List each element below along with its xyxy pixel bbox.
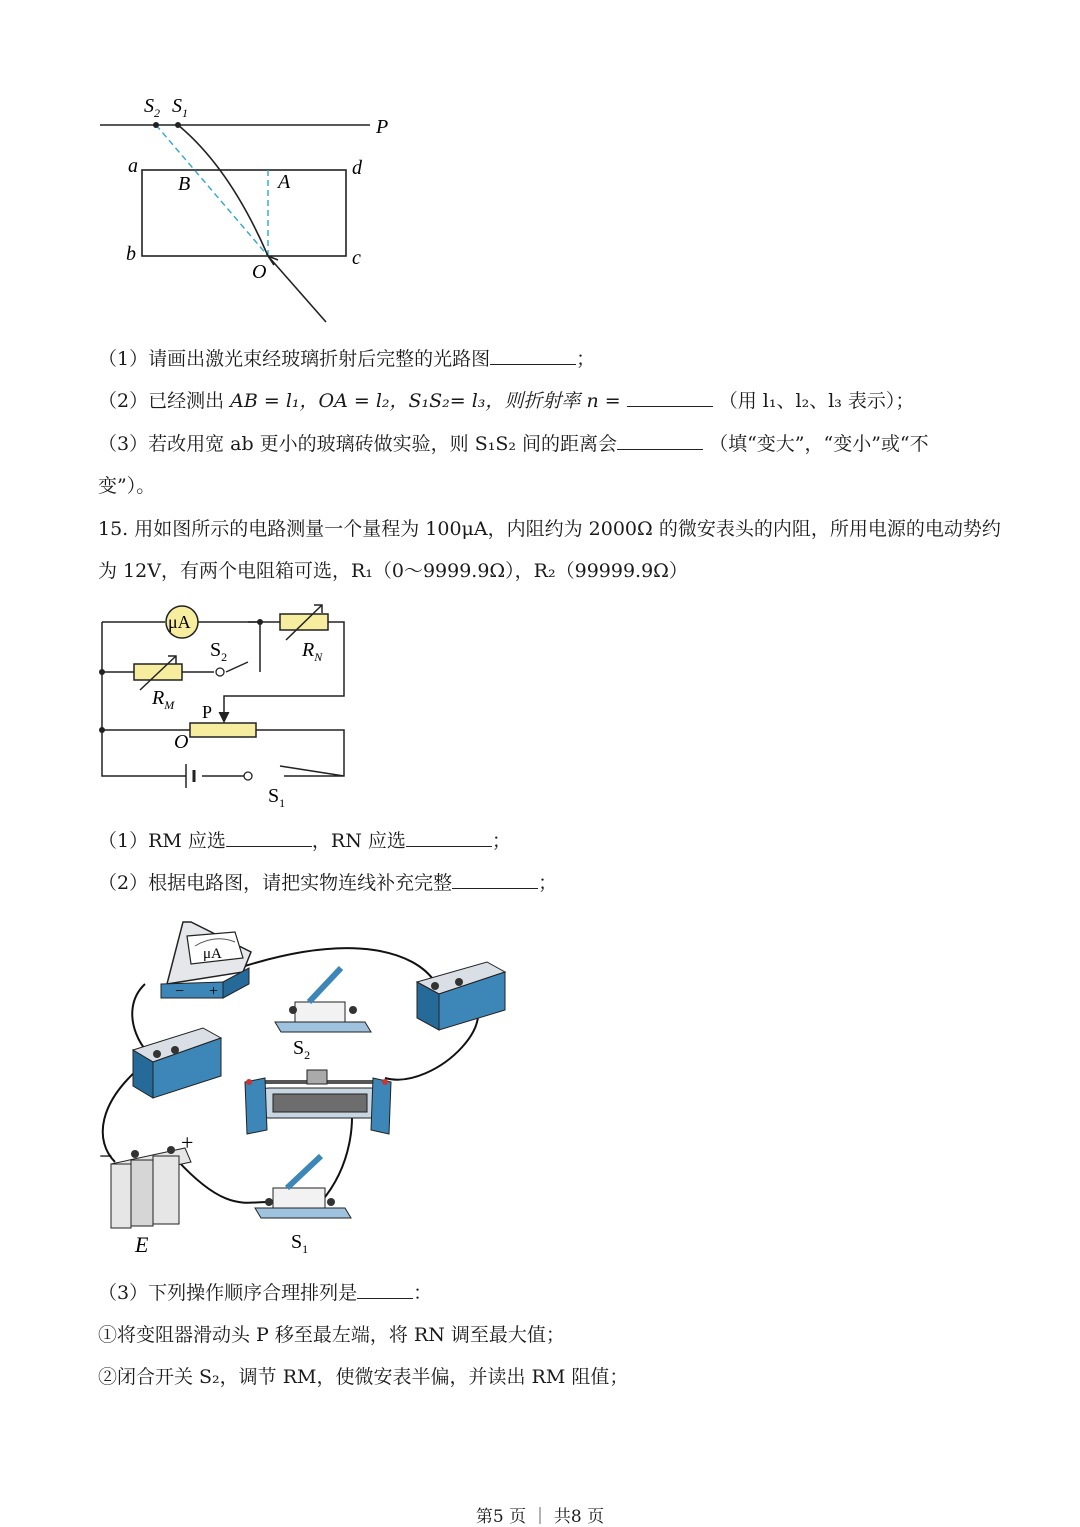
laser-path bbox=[178, 125, 326, 322]
svg-text:S1: $S_1$ bbox=[268, 785, 286, 810]
svg-text:+: + bbox=[181, 1130, 194, 1155]
svg-text:−: − bbox=[99, 1144, 113, 1170]
q15-intro-1: 15. 用如图所示的电路测量一个量程为 100μA，内阻约为 2000Ω 的微安表头的内阻，所用电源的电动势约 bbox=[98, 518, 1001, 540]
answer-blank[interactable] bbox=[617, 431, 703, 450]
switch-s2 bbox=[275, 968, 371, 1062]
svg-text:S1: $S_1$ bbox=[172, 95, 188, 120]
q15-step2: ②闭合开关 S₂，调节 RM，使微安表半偏，并读出 RM 阻值； bbox=[98, 1366, 629, 1388]
point-s2 bbox=[153, 122, 159, 128]
point-s1 bbox=[175, 122, 181, 128]
svg-text:RN: $R_N$ bbox=[302, 639, 323, 664]
svg-text:d: d bbox=[352, 157, 362, 179]
answer-blank[interactable] bbox=[452, 870, 538, 889]
optics-figure bbox=[90, 88, 410, 328]
svg-text:P: P bbox=[202, 702, 213, 722]
svg-text:E: E bbox=[135, 1232, 149, 1257]
rheostat bbox=[190, 723, 256, 737]
q14-part3: （3）若改用宽 ab 更小的玻璃砖做实验，则 S₁S₂ 间的距离会 （填“变大”，“变小”或“不 bbox=[98, 433, 929, 455]
svg-text:c: c bbox=[352, 247, 361, 269]
apparatus-figure bbox=[95, 912, 525, 1262]
dashed-s2-o bbox=[156, 125, 268, 256]
svg-text:μA: μA bbox=[168, 612, 191, 632]
rheostat-photo bbox=[245, 1070, 391, 1134]
svg-text:+: + bbox=[209, 983, 219, 1000]
svg-text:O: O bbox=[174, 731, 189, 753]
svg-text:a: a bbox=[128, 155, 138, 177]
svg-text:b: b bbox=[126, 243, 136, 265]
svg-text:P: P bbox=[376, 116, 389, 138]
q14-part3-cont: 变”）。 bbox=[98, 475, 156, 497]
svg-text:S1: $S_1$ bbox=[291, 1231, 309, 1256]
svg-text:A: A bbox=[278, 171, 291, 193]
answer-blank[interactable] bbox=[406, 828, 492, 847]
q15-intro-2: 为 12V，有两个电阻箱可选，R₁（0～9999.9Ω），R₂（99999.9Ω） bbox=[98, 560, 688, 582]
switch-s1 bbox=[255, 1156, 351, 1256]
q15-sub3: （3）下列操作顺序合理排列是 ： bbox=[98, 1282, 433, 1304]
resistance-box-left bbox=[133, 1028, 221, 1098]
answer-blank[interactable] bbox=[490, 346, 576, 365]
q14-part1: （1）请画出激光束经玻璃折射后完整的光路图 ； bbox=[98, 348, 596, 370]
battery-e bbox=[99, 1130, 193, 1257]
q15-sub1: （1）RM 应选 ，RN 应选 ； bbox=[98, 830, 511, 852]
page-footer: 第5 页 ｜ 共8 页 bbox=[475, 1507, 605, 1527]
svg-text:O: O bbox=[252, 261, 267, 283]
svg-text:B: B bbox=[178, 173, 191, 195]
q14-part2: （2）已经测出 AB = l₁，OA = l₂，S₁S₂= l₃，则折射率 n = （用 l₁、l₂、l₃ 表示）； bbox=[98, 390, 915, 412]
q15-step1: ①将变阻器滑动头 P 移至最左端，将 RN 调至最大值； bbox=[98, 1324, 565, 1346]
svg-text:−: − bbox=[175, 983, 185, 1000]
answer-blank[interactable] bbox=[627, 388, 713, 407]
circuit-diagram bbox=[90, 600, 360, 815]
svg-text:S2: $S_2$ bbox=[144, 95, 160, 120]
q15-sub2: （2）根据电路图，请把实物连线补充完整 ； bbox=[98, 872, 558, 894]
svg-text:RM: $R_M$ bbox=[152, 687, 175, 712]
answer-blank[interactable] bbox=[226, 828, 312, 847]
svg-text:S2: $S_2$ bbox=[293, 1037, 311, 1062]
glass-block bbox=[142, 170, 346, 256]
resistance-box-right bbox=[417, 962, 505, 1030]
microammeter-icon bbox=[161, 922, 251, 1000]
answer-blank[interactable] bbox=[357, 1280, 413, 1299]
svg-text:S2: $S_2$ bbox=[210, 639, 228, 664]
svg-text:μA: μA bbox=[203, 946, 222, 962]
